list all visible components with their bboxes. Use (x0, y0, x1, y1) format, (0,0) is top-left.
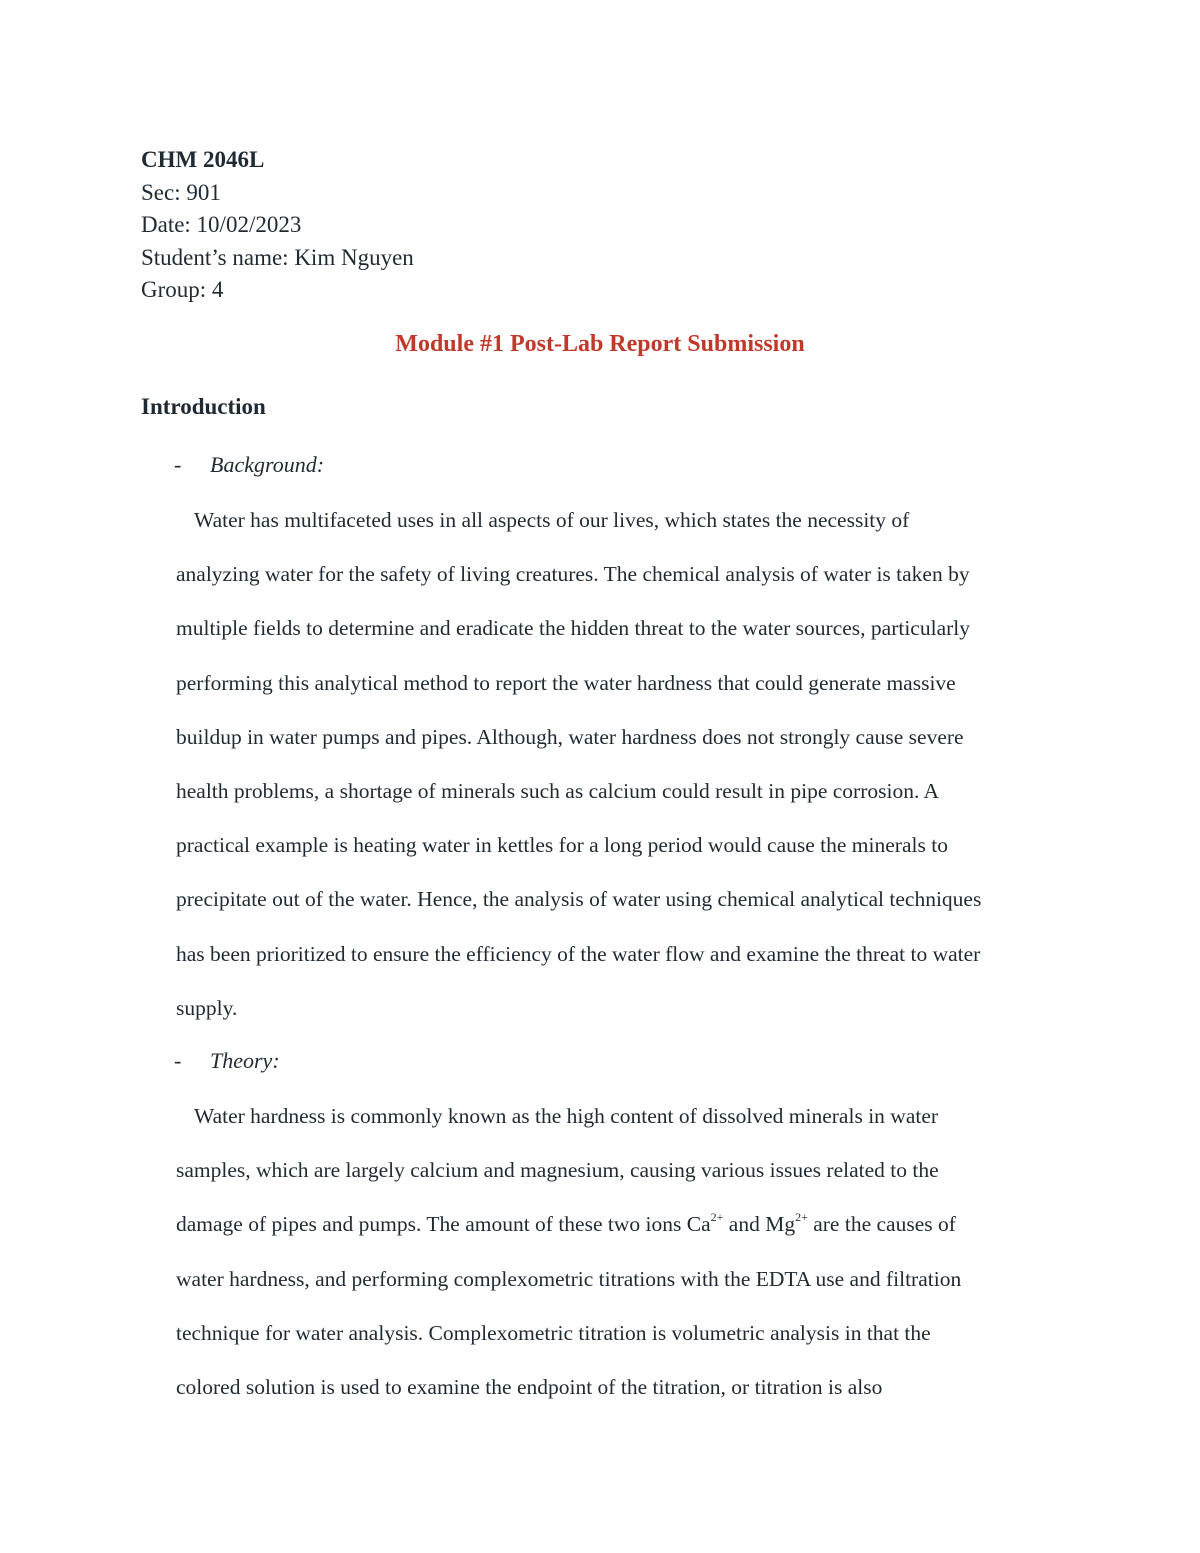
paragraph-line: colored solution is used to examine the endpoint of the titration, or titration is also (176, 1375, 883, 1400)
section-number: Sec: 901 (141, 179, 221, 205)
magnesium-charge: 2+ (795, 1210, 808, 1225)
paragraph-line: has been prioritized to ensure the efficiency of the water flow and examine the threat to water (176, 941, 981, 966)
theory-label: Theory: (210, 1048, 280, 1073)
paragraph-line: multiple fields to determine and eradicate the hidden threat to the water sources, particularly (176, 616, 970, 641)
paragraph-line: buildup in water pumps and pipes. Although, water hardness does not strongly cause severe (176, 724, 964, 749)
calcium-charge: 2+ (710, 1210, 724, 1225)
paragraph-line (176, 1197, 1076, 1251)
text-segment: are the causes of (807, 1212, 956, 1237)
paragraph-line: performing this analytical method to report the water hardness that could generate massive (176, 670, 956, 695)
paragraph-line: health problems, a shortage of minerals such as calcium could result in pipe corrosion. A (176, 779, 940, 804)
paragraph-line: technique for water analysis. Complexometric titration is volumetric analysis in that the (176, 1320, 931, 1345)
paragraph-line: supply. (176, 995, 238, 1020)
document-header (141, 144, 414, 307)
course-code: CHM 2046L (141, 147, 265, 172)
paragraph-line: water hardness, and performing complexometric titrations with the EDTA use and filtration (176, 1266, 962, 1291)
paragraph-line: analyzing water for the safety of living creatures. The chemical analysis of water is taken by (176, 562, 970, 587)
paragraph-line: Water has multifaceted uses in all aspects of our lives, which states the necessity of (194, 508, 910, 532)
report-title: Module #1 Post-Lab Report Submission (395, 331, 805, 357)
bullet-dash: - (174, 1048, 182, 1073)
background-paragraph (176, 493, 1076, 1035)
student-name: Student’s name: Kim Nguyen (141, 244, 414, 270)
group-number: Group: 4 (141, 277, 224, 302)
report-date: Date: 10/02/2023 (141, 212, 302, 237)
theory-paragraph (176, 1089, 1076, 1414)
background-bullet (174, 452, 324, 478)
paragraph-line: precipitate out of the water. Hence, the analysis of water using chemical analytical techniques (176, 887, 982, 912)
text-segment: damage of pipes and pumps. The amount of these two ions Ca (176, 1212, 711, 1237)
text-segment: and Mg (723, 1212, 796, 1237)
introduction-heading: Introduction (141, 394, 266, 419)
paragraph-line: practical example is heating water in kettles for a long period would cause the minerals to (176, 833, 948, 858)
paragraph-line: Water hardness is commonly known as the high content of dissolved minerals in water (194, 1104, 939, 1128)
bullet-dash: - (174, 452, 182, 477)
paragraph-line: samples, which are largely calcium and magnesium, causing various issues related to the (176, 1158, 939, 1183)
background-label: Background: (210, 452, 325, 477)
theory-bullet (174, 1048, 280, 1074)
